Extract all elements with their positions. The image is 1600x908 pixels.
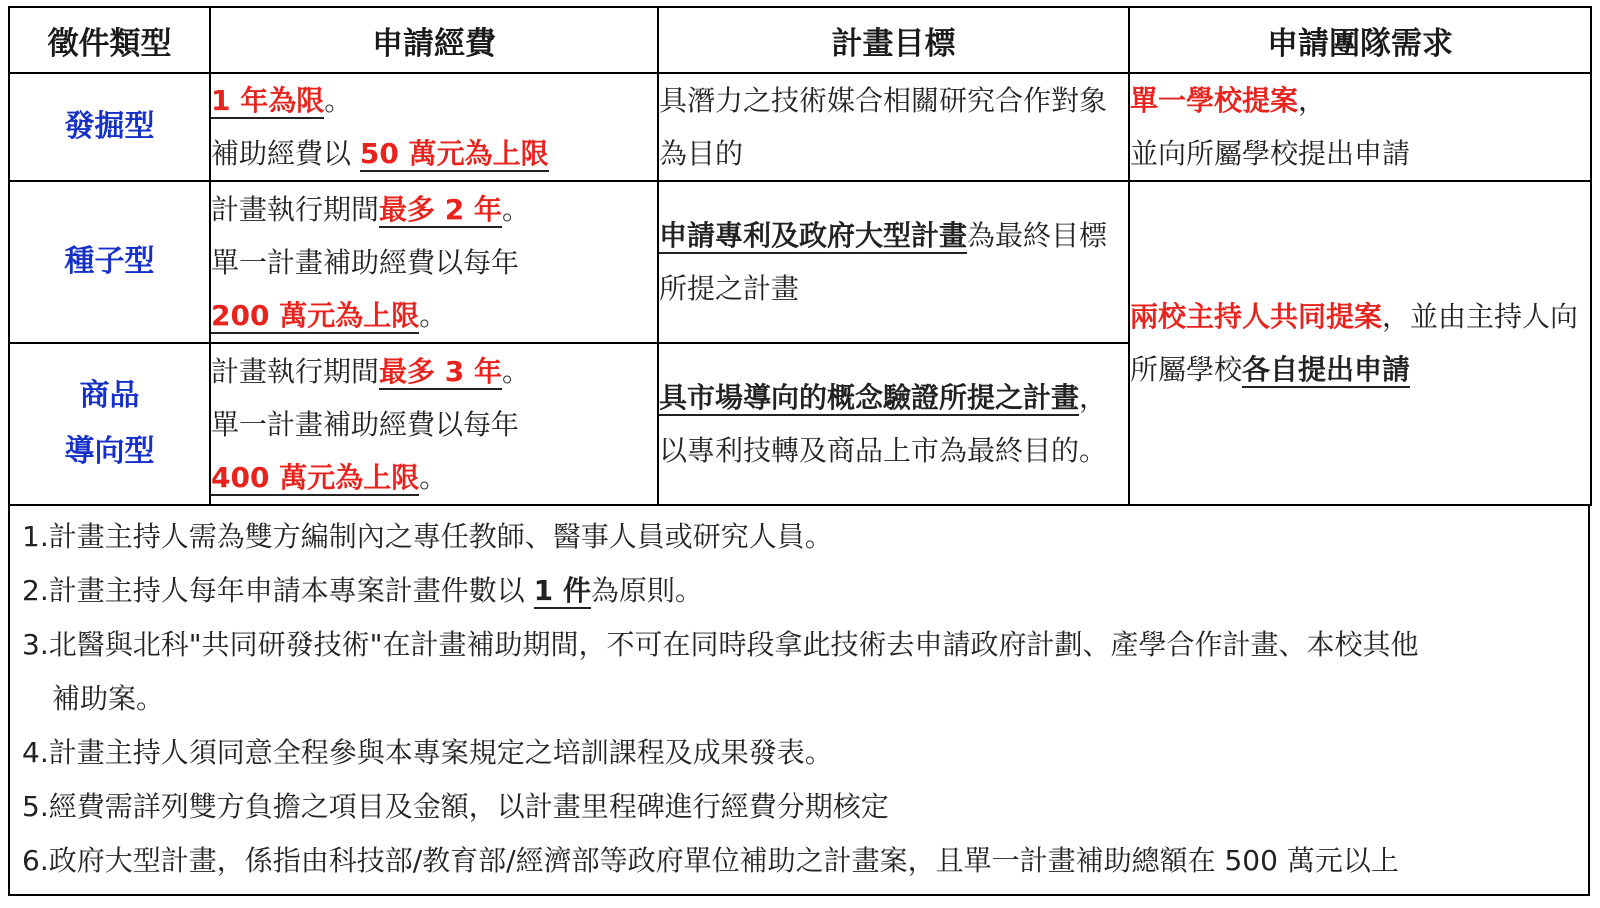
goal-product: 具市場導向的概念驗證所提之計畫，以專利技轉及商品上市為最終目的。 — [658, 343, 1129, 505]
table-header-row — [9, 7, 1591, 73]
note-4: 4.計畫主持人須同意全程參與本專案規定之培訓課程及成果發表。 — [22, 736, 833, 769]
team-shared-highlight: 兩校主持人共同提案 — [1130, 300, 1383, 333]
note-5: 5.經費需詳列雙方負擔之項目及金額，以計畫里程碑進行經費分期核定 — [22, 790, 889, 823]
note-2: 2.計畫主持人每年申請本專案計畫件數以 1 件為原則。 — [22, 574, 703, 607]
goal-seed-emphasis: 申請專利及政府大型計畫 — [659, 219, 968, 252]
goal-product-emphasis: 具市場導向的概念驗證所提之計畫 — [659, 381, 1080, 414]
notes-section — [8, 506, 1590, 896]
funding-discovery-period: 1 年為限 — [211, 84, 325, 117]
funding-discovery-cap: 50 萬元為上限 — [359, 137, 549, 170]
header-type: 徵件類型 — [9, 7, 210, 73]
funding-seed-cap: 200 萬元為上限 — [211, 298, 420, 332]
team-shared-emphasis: 各自提出申請 — [1242, 353, 1411, 386]
funding-product-period: 最多 3 年 — [379, 354, 502, 388]
type-seed: 種子型 — [9, 181, 210, 343]
type-discovery: 發掘型 — [9, 73, 210, 181]
goal-discovery: 具潛力之技術媒合相關研究合作對象為目的 — [658, 73, 1129, 181]
table-row-seed — [9, 181, 1591, 343]
team-shared: 兩校主持人共同提案，並由主持人向所屬學校各自提出申請 — [1129, 181, 1591, 505]
table-row-discovery — [9, 73, 1591, 181]
funding-seed-period: 最多 2 年 — [379, 192, 502, 226]
note-1: 1.計畫主持人需為雙方編制內之專任教師、醫事人員或研究人員。 — [22, 520, 833, 553]
note-2-emphasis: 1 件 — [533, 574, 591, 607]
team-discovery-highlight: 單一學校提案 — [1130, 84, 1299, 117]
header-funding: 申請經費 — [210, 7, 658, 73]
team-discovery: 單一學校提案， 並向所屬學校提出申請 — [1129, 73, 1591, 181]
program-types-table — [8, 6, 1592, 506]
note-6: 6.政府大型計畫，係指由科技部/教育部/經濟部等政府單位補助之計畫案，且單一計畫補助總額在 500 萬元以上 — [22, 844, 1399, 877]
header-team: 申請團隊需求 — [1129, 7, 1591, 73]
funding-discovery: 1 年為限。 補助經費以 50 萬元為上限 — [210, 73, 658, 181]
header-goal: 計畫目標 — [658, 7, 1129, 73]
goal-seed: 申請專利及政府大型計畫為最終目標所提之計畫 — [658, 181, 1129, 343]
program-table-document — [8, 6, 1590, 900]
funding-seed: 計畫執行期間最多 2 年。 單一計畫補助經費以每年 200 萬元為上限。 — [210, 181, 658, 343]
type-product: 商品 導向型 — [9, 343, 210, 505]
funding-product-cap: 400 萬元為上限 — [211, 460, 420, 494]
funding-product: 計畫執行期間最多 3 年。 單一計畫補助經費以每年 400 萬元為上限。 — [210, 343, 658, 505]
note-3: 3.北醫與北科"共同研發技術"在計畫補助期間，不可在同時段拿此技術去申請政府計劃、產學合作計畫、本校其他 補助案。 — [22, 628, 1419, 715]
